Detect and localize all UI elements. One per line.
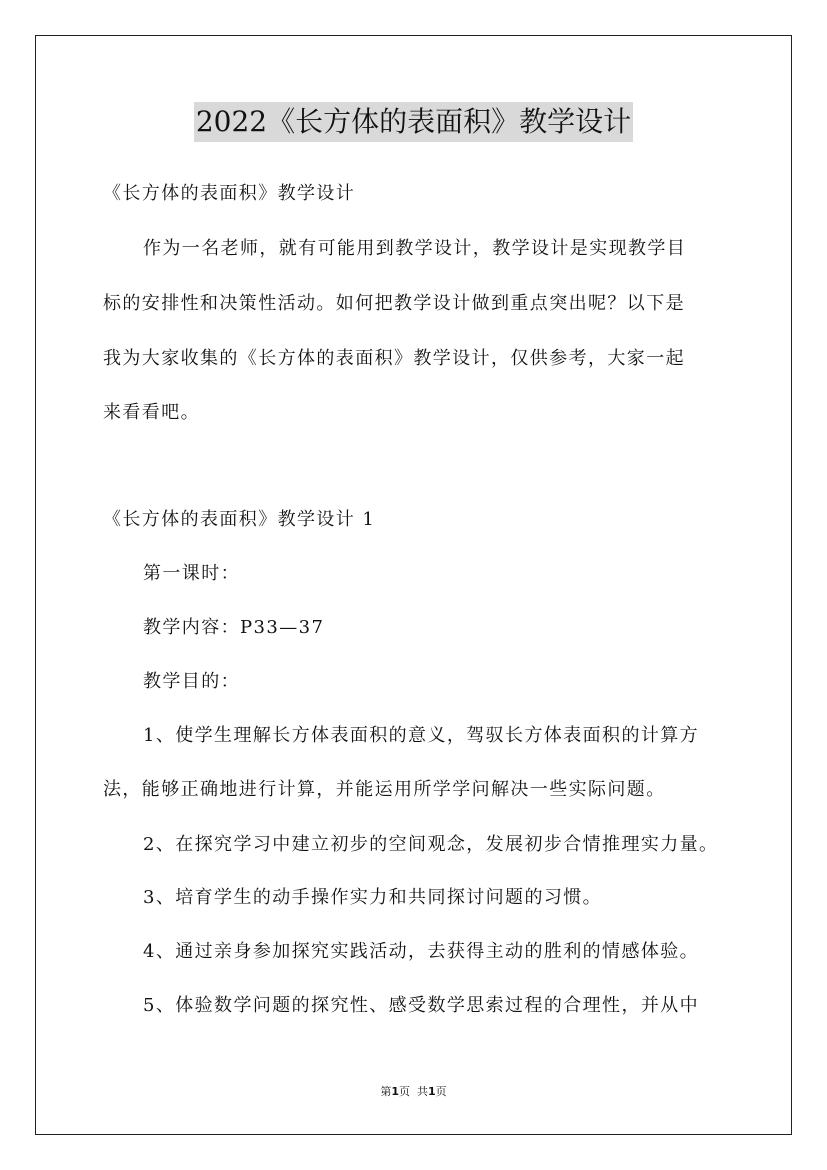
page-current: 1 (391, 1085, 399, 1098)
footer-mid: 页 共 (399, 1085, 428, 1098)
page-total: 1 (428, 1085, 436, 1098)
objective-line: 5、体验数学问题的探究性、感受数学思索过程的合理性，并从中 (143, 995, 700, 1016)
paragraph-line: 教学目的： (143, 671, 240, 692)
objective-line: 3、培育学生的动手操作实力和共同探讨问题的习惯。 (143, 887, 603, 908)
title-text: 2022《长方体的表面积》教学设计 (194, 102, 633, 142)
paragraph-line: 教学内容：P33—37 (143, 617, 325, 638)
paragraph-line: 标的安排性和决策性活动。如何把教学设计做到重点突出呢？以下是 (103, 293, 685, 314)
objective-line: 1、使学生理解长方体表面积的意义，驾驭长方体表面积的计算方 (143, 725, 700, 746)
page-footer (0, 1084, 827, 1100)
document-title (0, 102, 827, 142)
paragraph-line: 我为大家收集的《长方体的表面积》教学设计，仅供参考，大家一起 (103, 348, 685, 369)
paragraph-line: 作为一名老师，就有可能用到教学设计，教学设计是实现教学目 (143, 238, 687, 259)
objective-line: 4、通过亲身参加探究实践活动，去获得主动的胜利的情感体验。 (143, 941, 700, 962)
footer-prefix: 第 (380, 1085, 392, 1098)
subtitle-line: 《长方体的表面积》教学设计 (103, 183, 356, 204)
objective-line: 法，能够正确地进行计算，并能运用所学学问解决一些实际问题。 (103, 779, 666, 800)
paragraph-line: 来看看吧。 (103, 402, 200, 423)
footer-suffix: 页 (435, 1085, 447, 1098)
paragraph-line: 第一课时： (143, 563, 240, 584)
objective-line: 2、在探究学习中建立初步的空间观念，发展初步合情推理实力量。 (143, 834, 719, 855)
section-heading: 《长方体的表面积》教学设计 1 (103, 509, 376, 530)
